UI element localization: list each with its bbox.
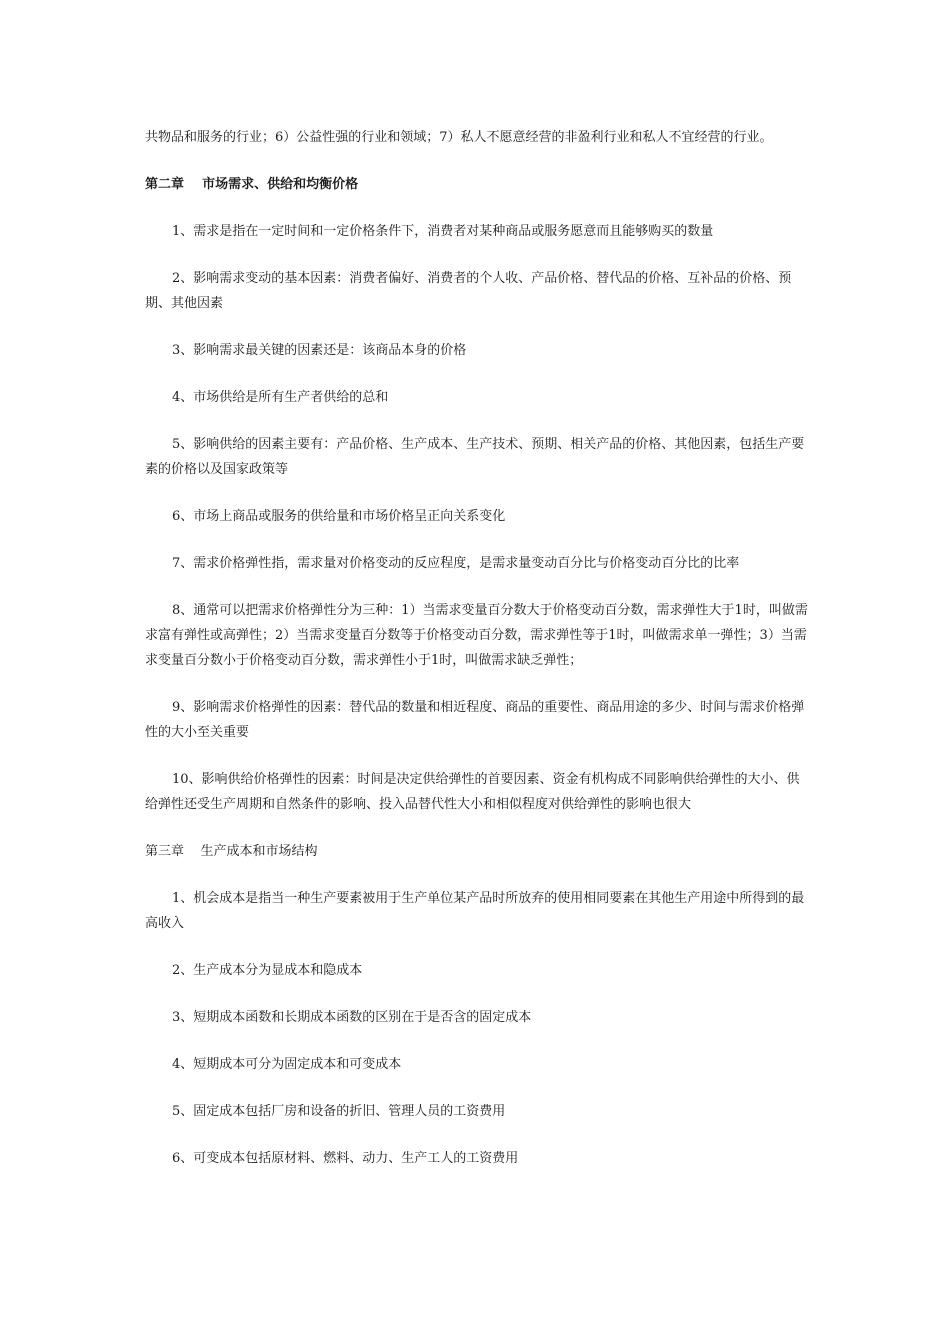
ch2-item-2: 2、影响需求变动的基本因素：消费者偏好、消费者的个人收、产品价格、替代品的价格、互补品的价格、预期、其他因素 — [145, 271, 792, 311]
ch3-item-4: 4、短期成本可分为固定成本和可变成本 — [172, 1057, 402, 1072]
ch3-item-5: 5、固定成本包括厂房和设备的折旧、管理人员的工资费用 — [172, 1104, 506, 1119]
ch2-item-10: 10、影响供给价格弹性的因素：时间是决定供给弹性的首要因素、资金有机构成不同影响供给弹性的大小、供给弹性还受生产周期和自然条件的影响、投入品替代性大小和相似程度对供给弹性的影响也很大 — [145, 772, 800, 812]
chapter-2-heading: 第二章 市场需求、供给和均衡价格 — [145, 177, 359, 192]
ch2-item-7: 7、需求价格弹性指，需求量对价格变动的反应程度，是需求量变动百分比与价格变动百分比的比率 — [172, 556, 740, 571]
ch3-item-3: 3、短期成本函数和长期成本函数的区别在于是否含的固定成本 — [172, 1010, 532, 1025]
ch2-item-6: 6、市场上商品或服务的供给量和市场价格呈正向关系变化 — [172, 509, 506, 524]
ch2-item-3: 3、影响需求最关键的因素还是：该商品本身的价格 — [172, 343, 467, 358]
ch2-item-8: 8、通常可以把需求价格弹性分为三种：1）当需求变量百分数大于价格变动百分数，需求弹性大于1时，叫做需求富有弹性或高弹性；2）当需求变量百分数等于价格变动百分数，需求弹性等于1时，叫做需求单一弹性；3）当需求变量百分数小于价格变动百分数，需求弹性小于1时，叫做需求缺乏弹性； — [145, 603, 808, 668]
ch3-item-6: 6、可变成本包括原材料、燃料、动力、生产工人的工资费用 — [172, 1151, 519, 1166]
intro-paragraph: 共物品和服务的行业；6）公益性强的行业和领域；7）私人不愿意经营的非盈利行业和私人不宜经营的行业。 — [145, 130, 773, 145]
ch3-item-2: 2、生产成本分为显成本和隐成本 — [172, 963, 363, 978]
ch2-item-4: 4、市场供给是所有生产者供给的总和 — [172, 390, 389, 405]
chapter-3-heading: 第三章 生产成本和市场结构 — [145, 844, 318, 859]
ch2-item-5: 5、影响供给的因素主要有：产品价格、生产成本、生产技术、预期、相关产品的价格、其他因素，包括生产要素的价格以及国家政策等 — [145, 437, 805, 477]
ch2-item-1: 1、需求是指在一定时间和一定价格条件下，消费者对某种商品或服务愿意而且能够购买的数量 — [172, 224, 714, 239]
ch3-item-1: 1、机会成本是指当一种生产要素被用于生产单位某产品时所放弃的使用相同要素在其他生产用途中所得到的最高收入 — [145, 891, 805, 931]
ch2-item-9: 9、影响需求价格弹性的因素：替代品的数量和相近程度、商品的重要性、商品用途的多少、时间与需求价格弹性的大小至关重要 — [145, 700, 805, 740]
document-body — [145, 125, 810, 1193]
